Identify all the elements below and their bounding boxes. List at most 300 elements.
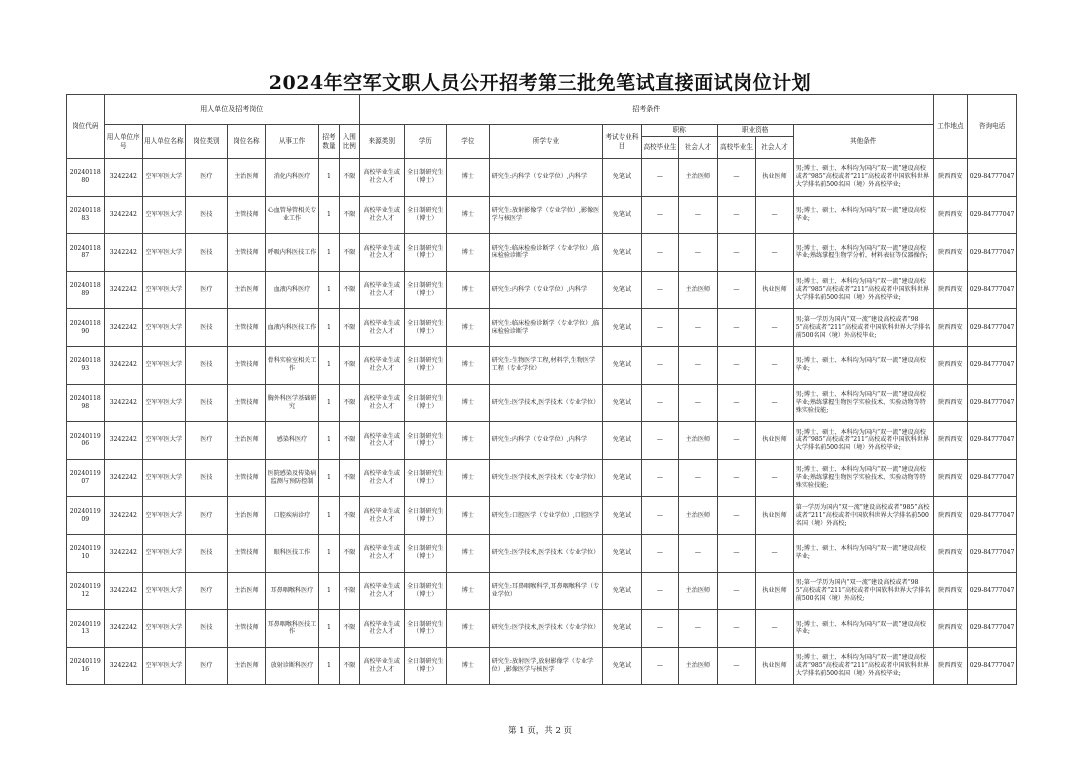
title-grad-cell: — [641,271,679,309]
unit-name-cell: 空军军医大学 [143,422,186,460]
degree-cell: 博士 [447,384,490,422]
work-cell: 放射诊断科医疗 [265,647,319,685]
unit-seq-cell: 3242242 [104,459,143,497]
qual-social-cell: 执业医师 [756,422,794,460]
qual-grad-cell: — [717,459,756,497]
source-cell: 高校毕业生或社会人才 [359,572,404,610]
phone-cell: 029-84777047 [968,346,1017,384]
title-social-cell: 主治医师 [679,271,718,309]
education-cell: 全日制研究生（博士） [404,647,447,685]
education-cell: 全日制研究生（博士） [404,234,447,272]
exam-cell: 免笔试 [603,610,642,648]
unit-name-cell: 空军军医大学 [143,534,186,572]
unit-seq-cell: 3242242 [104,534,143,572]
degree-cell: 博士 [447,159,490,197]
exam-cell: 免笔试 [603,159,642,197]
degree-cell: 博士 [447,459,490,497]
post-type-cell: 医疗 [185,647,228,685]
title-grad-cell: — [641,497,679,535]
phone-cell: 029-84777047 [968,572,1017,610]
phone-cell: 029-84777047 [968,422,1017,460]
unit-name-cell: 空军军医大学 [143,346,186,384]
work-cell: 血液内科医技工作 [265,309,319,347]
degree-cell: 博士 [447,234,490,272]
exam-cell: 免笔试 [603,497,642,535]
unit-name-cell: 空军军医大学 [143,497,186,535]
title-social-cell: — [679,384,718,422]
source-cell: 高校毕业生或社会人才 [359,422,404,460]
unit-seq-cell: 3242242 [104,422,143,460]
phone-cell: 029-84777047 [968,196,1017,234]
header-unit-name: 用人单位名称 [143,125,186,159]
header-post-name: 岗位名称 [228,125,266,159]
post-type-cell: 医技 [185,534,228,572]
exam-cell: 免笔试 [603,346,642,384]
other-conditions-cell: 男;博士、硕士、本科均为国内“双一流”建设高校或者“985”高校或者“211”高校或者中国软科世界大学排名前500名国（境）外高校毕业; [793,647,933,685]
title-social-cell: — [679,234,718,272]
title-grad-cell: — [641,346,679,384]
qual-social-cell: — [756,309,794,347]
table-row [67,572,1017,610]
other-conditions-cell: 男;博士、硕士、本科均为国内“双一流”建设高校毕业;熟练掌握生物医学实验技术、实验动物等特殊实验技能; [793,459,933,497]
unit-name-cell: 空军军医大学 [143,572,186,610]
major-cell: 研究生:医学技术,医学技术（专业学位） [489,610,603,648]
table-row [67,422,1017,460]
post-code-cell: 2024011913 [67,610,105,648]
phone-cell: 029-84777047 [968,497,1017,535]
major-cell: 研究生:口腔医学（专业学位）,口腔医学 [489,497,603,535]
major-cell: 研究生:耳鼻咽喉科学,耳鼻咽喉科学（专业学位） [489,572,603,610]
post-type-cell: 医技 [185,459,228,497]
other-conditions-cell: 男;第一学历为国内“双一流”建设高校或者“985”高校或者“211”高校或者中国软科世界大学排名前500名国（境）外高校; [793,572,933,610]
other-conditions-cell: 男;博士、硕士、本科均为国内“双一流”建设高校毕业; [793,534,933,572]
post-code-cell: 2024011910 [67,534,105,572]
post-name-cell: 主治医师 [228,422,266,460]
major-cell: 研究生:医学技术,医学技术（专业学位） [489,534,603,572]
degree-cell: 博士 [447,534,490,572]
education-cell: 全日制研究生（博士） [404,459,447,497]
degree-cell: 博士 [447,422,490,460]
post-code-cell: 2024011887 [67,234,105,272]
post-code-cell: 2024011907 [67,459,105,497]
education-cell: 全日制研究生（博士） [404,346,447,384]
unit-seq-cell: 3242242 [104,572,143,610]
post-type-cell: 医疗 [185,271,228,309]
unit-seq-cell: 3242242 [104,234,143,272]
title-grad-cell: — [641,534,679,572]
work-cell: 心血管导管相关专业工作 [265,196,319,234]
title-grad-cell: — [641,384,679,422]
qual-grad-cell: — [717,610,756,648]
exam-cell: 免笔试 [603,384,642,422]
major-cell: 研究生:内科学（专业学位）,内科学 [489,159,603,197]
count-cell: 1 [319,234,339,272]
post-name-cell: 主管技师 [228,196,266,234]
qual-grad-cell: — [717,572,756,610]
title-grad-cell: — [641,459,679,497]
unit-name-cell: 空军军医大学 [143,309,186,347]
work-place-cell: 陕西西安 [933,271,967,309]
post-code-cell: 2024011880 [67,159,105,197]
other-conditions-cell: 男;博士、硕士、本科均为国内“双一流”建设高校毕业;熟练掌握生物学分析、材料表征等仪器操作; [793,234,933,272]
unit-seq-cell: 3242242 [104,196,143,234]
work-cell: 骨科实验室相关工作 [265,346,319,384]
work-place-cell: 陕西西安 [933,647,967,685]
other-conditions-cell: 男;博士、硕士、本科均为国内“双一流”建设高校或者“985”高校或者“211”高校或者中国软科世界大学排名前500名国（境）外高校毕业; [793,271,933,309]
table-row [67,610,1017,648]
work-cell: 耳鼻咽喉科医疗 [265,572,319,610]
title-social-cell: — [679,459,718,497]
header-major: 所学专业 [489,125,603,159]
unit-name-cell: 空军军医大学 [143,610,186,648]
post-name-cell: 主管技师 [228,234,266,272]
phone-cell: 029-84777047 [968,159,1017,197]
count-cell: 1 [319,647,339,685]
header-unit-group: 用人单位及招考岗位 [104,95,359,125]
table-row [67,346,1017,384]
header-exam: 考试专业科目 [603,125,642,159]
work-cell: 感染科医疗 [265,422,319,460]
major-cell: 研究生:放射影像学（专业学位）,影像医学与核医学 [489,196,603,234]
header-title-grad: 高校毕业生 [641,137,679,159]
ratio-cell: 不限 [339,459,359,497]
post-type-cell: 医技 [185,384,228,422]
unit-seq-cell: 3242242 [104,159,143,197]
qual-grad-cell: — [717,234,756,272]
other-conditions-cell: 男;博士、硕士、本科均为国内“双一流”建设高校毕业;熟练掌握生物医学实验技术、实验动物等特殊实验技能; [793,384,933,422]
degree-cell: 博士 [447,271,490,309]
qual-grad-cell: — [717,346,756,384]
work-cell: 耳鼻咽喉科医技工作 [265,610,319,648]
qual-grad-cell: — [717,422,756,460]
count-cell: 1 [319,422,339,460]
education-cell: 全日制研究生（博士） [404,196,447,234]
header-condition-group: 招考条件 [359,95,933,125]
ratio-cell: 不限 [339,271,359,309]
education-cell: 全日制研究生（博士） [404,159,447,197]
post-name-cell: 主管技师 [228,459,266,497]
major-cell: 研究生:医学技术,医学技术（专业学位） [489,459,603,497]
header-post-type: 岗位类别 [185,125,228,159]
work-cell: 胸外科医学基础研究 [265,384,319,422]
source-cell: 高校毕业生或社会人才 [359,234,404,272]
header-work: 从事工作 [265,125,319,159]
title-grad-cell: — [641,196,679,234]
degree-cell: 博士 [447,346,490,384]
degree-cell: 博士 [447,647,490,685]
work-place-cell: 陕西西安 [933,422,967,460]
other-conditions-cell: 男;博士、硕士、本科均为国内“双一流”建设高校毕业; [793,610,933,648]
header-source: 来源类别 [359,125,404,159]
unit-seq-cell: 3242242 [104,647,143,685]
other-conditions-cell: 男;博士、硕士、本科均为国内“双一流”建设高校或者“985”高校或者“211”高校或者中国软科世界大学排名前500名国（境）外高校毕业; [793,422,933,460]
title-social-cell: 主治医师 [679,497,718,535]
major-cell: 研究生:内科学（专业学位）,内科学 [489,271,603,309]
qual-social-cell: 执业医师 [756,572,794,610]
header-qual-group: 职业资格 [717,125,793,137]
source-cell: 高校毕业生或社会人才 [359,346,404,384]
ratio-cell: 不限 [339,422,359,460]
work-place-cell: 陕西西安 [933,196,967,234]
source-cell: 高校毕业生或社会人才 [359,459,404,497]
qual-grad-cell: — [717,647,756,685]
table-row [67,234,1017,272]
post-code-cell: 2024011889 [67,271,105,309]
qual-social-cell: — [756,610,794,648]
work-place-cell: 陕西西安 [933,234,967,272]
header-post-code: 岗位代码 [67,95,105,159]
post-code-cell: 2024011909 [67,497,105,535]
count-cell: 1 [319,384,339,422]
header-education: 学历 [404,125,447,159]
source-cell: 高校毕业生或社会人才 [359,196,404,234]
major-cell: 研究生:生物医学工程,材料学,生物医学工程（专业学位） [489,346,603,384]
table-row [67,159,1017,197]
title-grad-cell: — [641,647,679,685]
work-place-cell: 陕西西安 [933,384,967,422]
ratio-cell: 不限 [339,497,359,535]
header-ratio: 入围比例 [339,125,359,159]
title-grad-cell: — [641,234,679,272]
qual-grad-cell: — [717,384,756,422]
post-name-cell: 主管技师 [228,384,266,422]
source-cell: 高校毕业生或社会人才 [359,271,404,309]
ratio-cell: 不限 [339,196,359,234]
qual-grad-cell: — [717,497,756,535]
phone-cell: 029-84777047 [968,271,1017,309]
other-conditions-cell: 男;第一学历为国内“双一流”建设高校或者“985”高校或者“211”高校或者中国软科世界大学排名前500名国（境）外高校毕业; [793,309,933,347]
qual-social-cell: 执业医师 [756,497,794,535]
unit-name-cell: 空军军医大学 [143,196,186,234]
qual-grad-cell: — [717,534,756,572]
qual-social-cell: — [756,534,794,572]
qual-social-cell: 执业医师 [756,647,794,685]
title-grad-cell: — [641,572,679,610]
unit-name-cell: 空军军医大学 [143,159,186,197]
post-name-cell: 主管技师 [228,534,266,572]
count-cell: 1 [319,459,339,497]
title-social-cell: 主治医师 [679,572,718,610]
ratio-cell: 不限 [339,572,359,610]
post-type-cell: 医疗 [185,159,228,197]
ratio-cell: 不限 [339,346,359,384]
unit-name-cell: 空军军医大学 [143,234,186,272]
unit-name-cell: 空军军医大学 [143,647,186,685]
ratio-cell: 不限 [339,234,359,272]
ratio-cell: 不限 [339,610,359,648]
exam-cell: 免笔试 [603,422,642,460]
work-place-cell: 陕西西安 [933,534,967,572]
post-code-cell: 2024011893 [67,346,105,384]
count-cell: 1 [319,497,339,535]
unit-seq-cell: 3242242 [104,384,143,422]
degree-cell: 博士 [447,610,490,648]
post-name-cell: 主治医师 [228,497,266,535]
post-name-cell: 主治医师 [228,271,266,309]
qual-grad-cell: — [717,309,756,347]
post-type-cell: 医技 [185,196,228,234]
work-cell: 医院感染及传染病监测与预防控制 [265,459,319,497]
source-cell: 高校毕业生或社会人才 [359,534,404,572]
work-place-cell: 陕西西安 [933,346,967,384]
unit-seq-cell: 3242242 [104,271,143,309]
exam-cell: 免笔试 [603,534,642,572]
table-row [67,309,1017,347]
education-cell: 全日制研究生（博士） [404,610,447,648]
phone-cell: 029-84777047 [968,384,1017,422]
count-cell: 1 [319,346,339,384]
qual-social-cell: — [756,196,794,234]
header-count: 招考数量 [319,125,339,159]
post-name-cell: 主管技师 [228,309,266,347]
count-cell: 1 [319,271,339,309]
education-cell: 全日制研究生（博士） [404,384,447,422]
post-code-cell: 2024011906 [67,422,105,460]
work-cell: 消化内科医疗 [265,159,319,197]
work-place-cell: 陕西西安 [933,610,967,648]
page-footer: 第 1 页，共 2 页 [507,726,573,736]
table-row [67,647,1017,685]
other-conditions-cell: 男;博士、硕士、本科均为国内“双一流”建设高校或者“985”高校或者“211”高校或者中国软科世界大学排名前500名国（境）外高校毕业; [793,159,933,197]
header-title-social: 社会人才 [679,137,718,159]
exam-cell: 免笔试 [603,459,642,497]
unit-name-cell: 空军军医大学 [143,384,186,422]
work-cell: 血液内科医疗 [265,271,319,309]
qual-social-cell: — [756,459,794,497]
work-cell: 口腔疾病诊疗 [265,497,319,535]
source-cell: 高校毕业生或社会人才 [359,384,404,422]
post-code-cell: 2024011883 [67,196,105,234]
major-cell: 研究生:临床检验诊断学（专业学位）,临床检验诊断学 [489,234,603,272]
title-grad-cell: — [641,422,679,460]
other-conditions-cell: 第一学历为国内“双一流”建设高校或者“985”高校或者“211”高校或者中国软科世界大学排名前500名国（境）外高校; [793,497,933,535]
ratio-cell: 不限 [339,309,359,347]
post-type-cell: 医技 [185,234,228,272]
education-cell: 全日制研究生（博士） [404,422,447,460]
exam-cell: 免笔试 [603,196,642,234]
other-conditions-cell: 男;博士、硕士、本科均为国内“双一流”建设高校毕业; [793,346,933,384]
count-cell: 1 [319,159,339,197]
title-social-cell: — [679,196,718,234]
title-social-cell: — [679,309,718,347]
post-type-cell: 医技 [185,610,228,648]
table-row [67,534,1017,572]
title-social-cell: 主治医师 [679,159,718,197]
post-type-cell: 医技 [185,309,228,347]
degree-cell: 博士 [447,497,490,535]
exam-cell: 免笔试 [603,309,642,347]
table-row [67,196,1017,234]
table-row [67,384,1017,422]
source-cell: 高校毕业生或社会人才 [359,610,404,648]
post-name-cell: 主治医师 [228,647,266,685]
count-cell: 1 [319,610,339,648]
header-unit-seq: 用人单位序号 [104,125,143,159]
education-cell: 全日制研究生（博士） [404,534,447,572]
exam-cell: 免笔试 [603,271,642,309]
unit-seq-cell: 3242242 [104,309,143,347]
header-degree: 学位 [447,125,490,159]
table-row [67,459,1017,497]
header-title-group: 职称 [641,125,717,137]
ratio-cell: 不限 [339,647,359,685]
post-type-cell: 医疗 [185,422,228,460]
unit-name-cell: 空军军医大学 [143,459,186,497]
degree-cell: 博士 [447,196,490,234]
unit-seq-cell: 3242242 [104,346,143,384]
post-code-cell: 2024011916 [67,647,105,685]
source-cell: 高校毕业生或社会人才 [359,497,404,535]
other-conditions-cell: 男;博士、硕士、本科均为国内“双一流”建设高校毕业; [793,196,933,234]
title-grad-cell: — [641,159,679,197]
ratio-cell: 不限 [339,384,359,422]
post-name-cell: 主治医师 [228,572,266,610]
education-cell: 全日制研究生（博士） [404,271,447,309]
page-title: 2024年空军文职人员公开招考第三批免笔试直接面试岗位计划 [268,72,812,94]
post-code-cell: 2024011912 [67,572,105,610]
post-code-cell: 2024011898 [67,384,105,422]
work-place-cell: 陕西西安 [933,159,967,197]
post-code-cell: 2024011890 [67,309,105,347]
count-cell: 1 [319,572,339,610]
phone-cell: 029-84777047 [968,234,1017,272]
post-plan-table [66,94,1017,685]
unit-seq-cell: 3242242 [104,610,143,648]
phone-cell: 029-84777047 [968,534,1017,572]
work-place-cell: 陕西西安 [933,309,967,347]
post-type-cell: 医技 [185,346,228,384]
major-cell: 研究生:临床检验诊断学（专业学位）,临床检验诊断学 [489,309,603,347]
phone-cell: 029-84777047 [968,309,1017,347]
table-body [67,159,1017,685]
qual-grad-cell: — [717,271,756,309]
unit-name-cell: 空军军医大学 [143,271,186,309]
title-social-cell: 主治医师 [679,647,718,685]
qual-social-cell: — [756,346,794,384]
major-cell: 研究生:内科学（专业学位）,内科学 [489,422,603,460]
work-cell: 眼科医技工作 [265,534,319,572]
degree-cell: 博士 [447,309,490,347]
major-cell: 研究生:放射医学,放射影像学（专业学位）,影像医学与核医学 [489,647,603,685]
education-cell: 全日制研究生（博士） [404,572,447,610]
unit-seq-cell: 3242242 [104,497,143,535]
count-cell: 1 [319,196,339,234]
post-name-cell: 主治医师 [228,159,266,197]
header-qual-social: 社会人才 [756,137,794,159]
exam-cell: 免笔试 [603,234,642,272]
title-social-cell: 主治医师 [679,422,718,460]
work-place-cell: 陕西西安 [933,497,967,535]
degree-cell: 博士 [447,572,490,610]
education-cell: 全日制研究生（博士） [404,309,447,347]
header-work-place: 工作地点 [933,95,967,159]
exam-cell: 免笔试 [603,647,642,685]
qual-social-cell: — [756,384,794,422]
work-place-cell: 陕西西安 [933,459,967,497]
count-cell: 1 [319,534,339,572]
title-social-cell: — [679,534,718,572]
exam-cell: 免笔试 [603,572,642,610]
phone-cell: 029-84777047 [968,459,1017,497]
source-cell: 高校毕业生或社会人才 [359,309,404,347]
table-row [67,271,1017,309]
qual-grad-cell: — [717,159,756,197]
source-cell: 高校毕业生或社会人才 [359,159,404,197]
work-place-cell: 陕西西安 [933,572,967,610]
post-type-cell: 医疗 [185,497,228,535]
ratio-cell: 不限 [339,534,359,572]
phone-cell: 029-84777047 [968,647,1017,685]
